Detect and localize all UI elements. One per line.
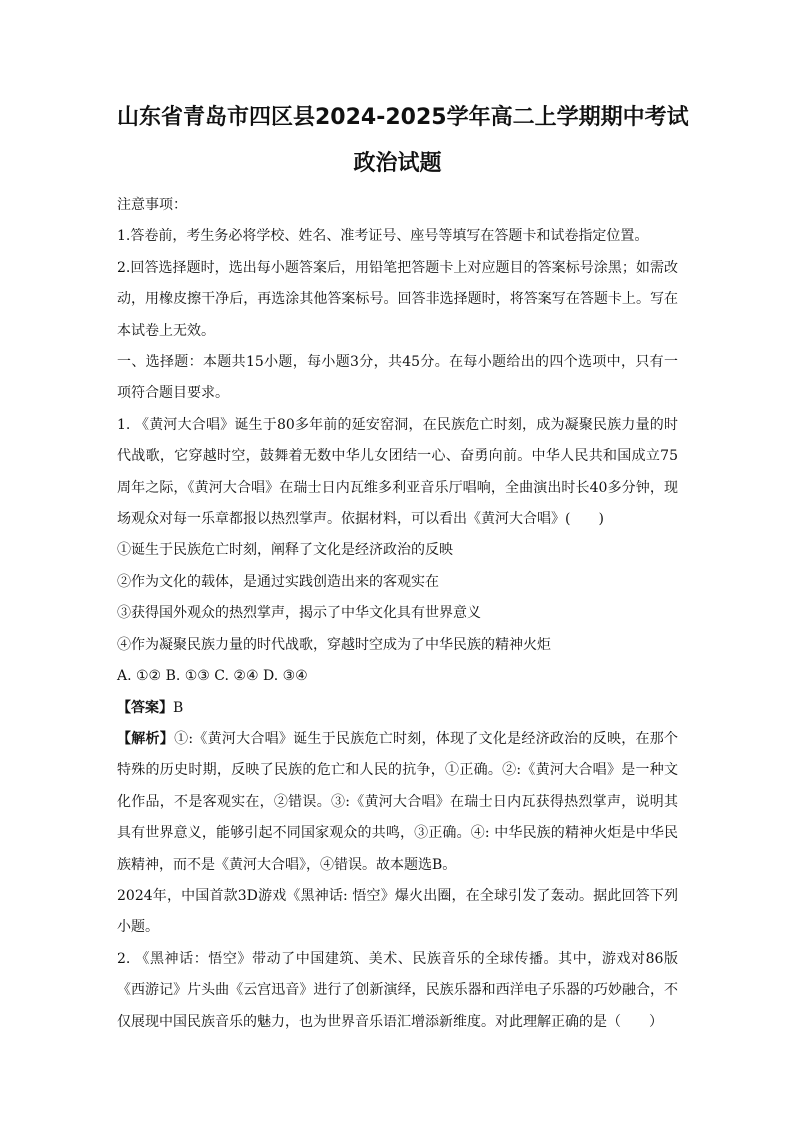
exam-subtitle: 政治试题 — [353, 151, 442, 176]
question-1-option-3: ③获得国外观众的热烈掌声，揭示了中华文化具有世界意义 — [117, 605, 481, 622]
material-2: 2024年，中国首款3D游戏《黑神话: 悟空》爆火出圈，在全球引发了轰动。据此回答下列小题。 — [117, 887, 678, 936]
question-1-analysis — [117, 724, 678, 881]
analysis-tag: 【解析】 — [117, 730, 175, 747]
question-1-choices: A. ①② B. ①③ C. ②④ D. ③④ — [117, 668, 308, 685]
exam-body — [117, 190, 678, 1038]
question-1-option-1: ①诞生于民族危亡时刻，阐释了文化是经济政治的反映 — [117, 542, 453, 559]
question-1-option-4: ④作为凝聚民族力量的时代战歌，穿越时空成为了中华民族的精神火炬 — [117, 636, 551, 653]
notice-item-2: 2.回答选择题时，选出每小题答案后，用铅笔把答题卡上对应题目的答案标号涂黑；如需改动，用橡皮擦干净后，再选涂其他答案标号。回答非选择题时，将答案写在答题卡上。写在本试卷上无效。 — [117, 259, 678, 339]
question-2-stem: 2. 《黑神话：悟空》带动了中国建筑、美术、民族音乐的全球传播。其中，游戏对86版《西游记》片头曲《云宫迅音》进行了创新演绎，民族乐器和西洋电子乐器的巧妙融合，不仅展现中国民族音乐的魅力，也为世界音乐语汇增添新维度。对此理解正确的是（ ） — [117, 950, 678, 1030]
section-heading: 一、选择题：本题共15小题，每小题3分，共45分。在每小题给出的四个选项中，只有一项符合题目要求。 — [117, 354, 678, 402]
analysis-text: ①:《黄河大合唱》诞生于民族危亡时刻，体现了文化是经济政治的反映，在那个特殊的历史时期，反映了民族的危亡和人民的抗争，①正确。②:《黄河大合唱》是一种文化作品，不是客观实在，②错误。③:《黄河大合唱》在瑞士日内瓦获得热烈掌声，说明其具有世界意义，能够引起不同国家观众的共鸣，③正确。④: 中华民族的精神火炬是中华民族精神，而不是《黄河大合唱》，④错误。故本题选B。 — [117, 730, 679, 873]
notice-heading: 注意事项： — [117, 197, 187, 213]
notice-item-1: 1.答卷前，考生务必将学校、姓名、准考证号、座号等填写在答题卡和试卷指定位置。 — [117, 228, 649, 245]
question-1-option-2: ②作为文化的载体，是通过实践创造出来的客观实在 — [117, 573, 439, 590]
exam-title: 山东省青岛市四区县2024-2025学年高二上学期期中考试 — [117, 105, 689, 130]
question-1-answer — [117, 693, 678, 724]
answer-value: B — [173, 699, 184, 716]
question-1-stem: 1. 《黄河大合唱》诞生于80多年前的延安窑洞，在民族危亡时刻，成为凝聚民族力量的时代战歌，它穿越时空，鼓舞着无数中华儿女团结一心、奋勇向前。中华人民共和国成立75周年之际，《黄河大合唱》在瑞士日内瓦维多利亚音乐厅唱响，全曲演出时长40多分钟，现场观众对每一乐章都报以热烈掌声。依据材料，可以看出《黄河大合唱》( ) — [117, 416, 678, 528]
answer-tag: 【答案】 — [117, 699, 173, 716]
